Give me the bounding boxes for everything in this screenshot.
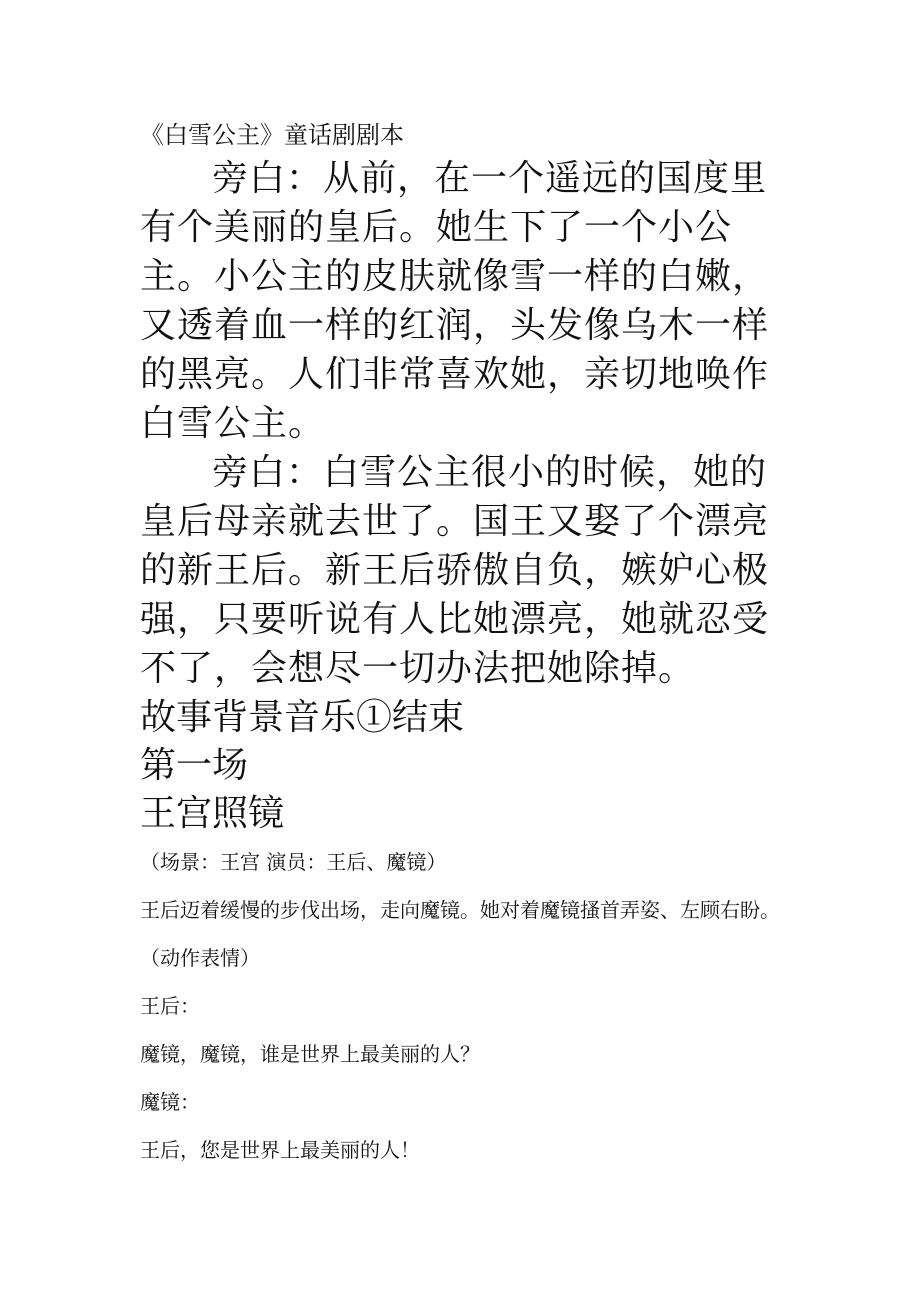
- stage-direction: 王后迈着缓慢的步伐出场，走向魔镜。她对着魔镜搔首弄姿、左顾右盼。: [140, 898, 780, 922]
- narration-paragraph-1: 旁白：从前，在一个遥远的国度里有个美丽的皇后。她生下了一个小公主。小公主的皮肤就像雪一样的白嫩，又透着血一样的红润，头发像乌木一样的黑亮。人们非常喜欢她，亲切地唤作白雪公主。: [140, 158, 770, 444]
- document-page: [140, 118, 790, 1174]
- dialogue-line-queen: 魔镜，魔镜，谁是世界上最美丽的人？: [140, 1042, 480, 1066]
- music-note: 故事背景音乐①结束: [140, 697, 465, 738]
- scene-info: （场景：王宫 演员：王后、魔镜）: [140, 850, 447, 874]
- scene-name: 王宫照镜: [140, 793, 285, 834]
- document-title: 《白雪公主》童话剧剧本: [140, 121, 404, 149]
- speaker-queen: 王后：: [140, 994, 200, 1018]
- dialogue-line-mirror: 王后，您是世界上最美丽的人！: [140, 1138, 420, 1162]
- scene-number: 第一场: [140, 745, 249, 786]
- narration-paragraph-2: 旁白：白雪公主很小的时候，她的皇后母亲就去世了。国王又娶了个漂亮的新王后。新王后骄傲自负，嫉妒心极强，只要听说有人比她漂亮，她就忍受不了，会想尽一切办法把她除掉。: [140, 452, 770, 689]
- action-note: （动作表情）: [140, 946, 260, 970]
- speaker-mirror: 魔镜：: [140, 1090, 200, 1114]
